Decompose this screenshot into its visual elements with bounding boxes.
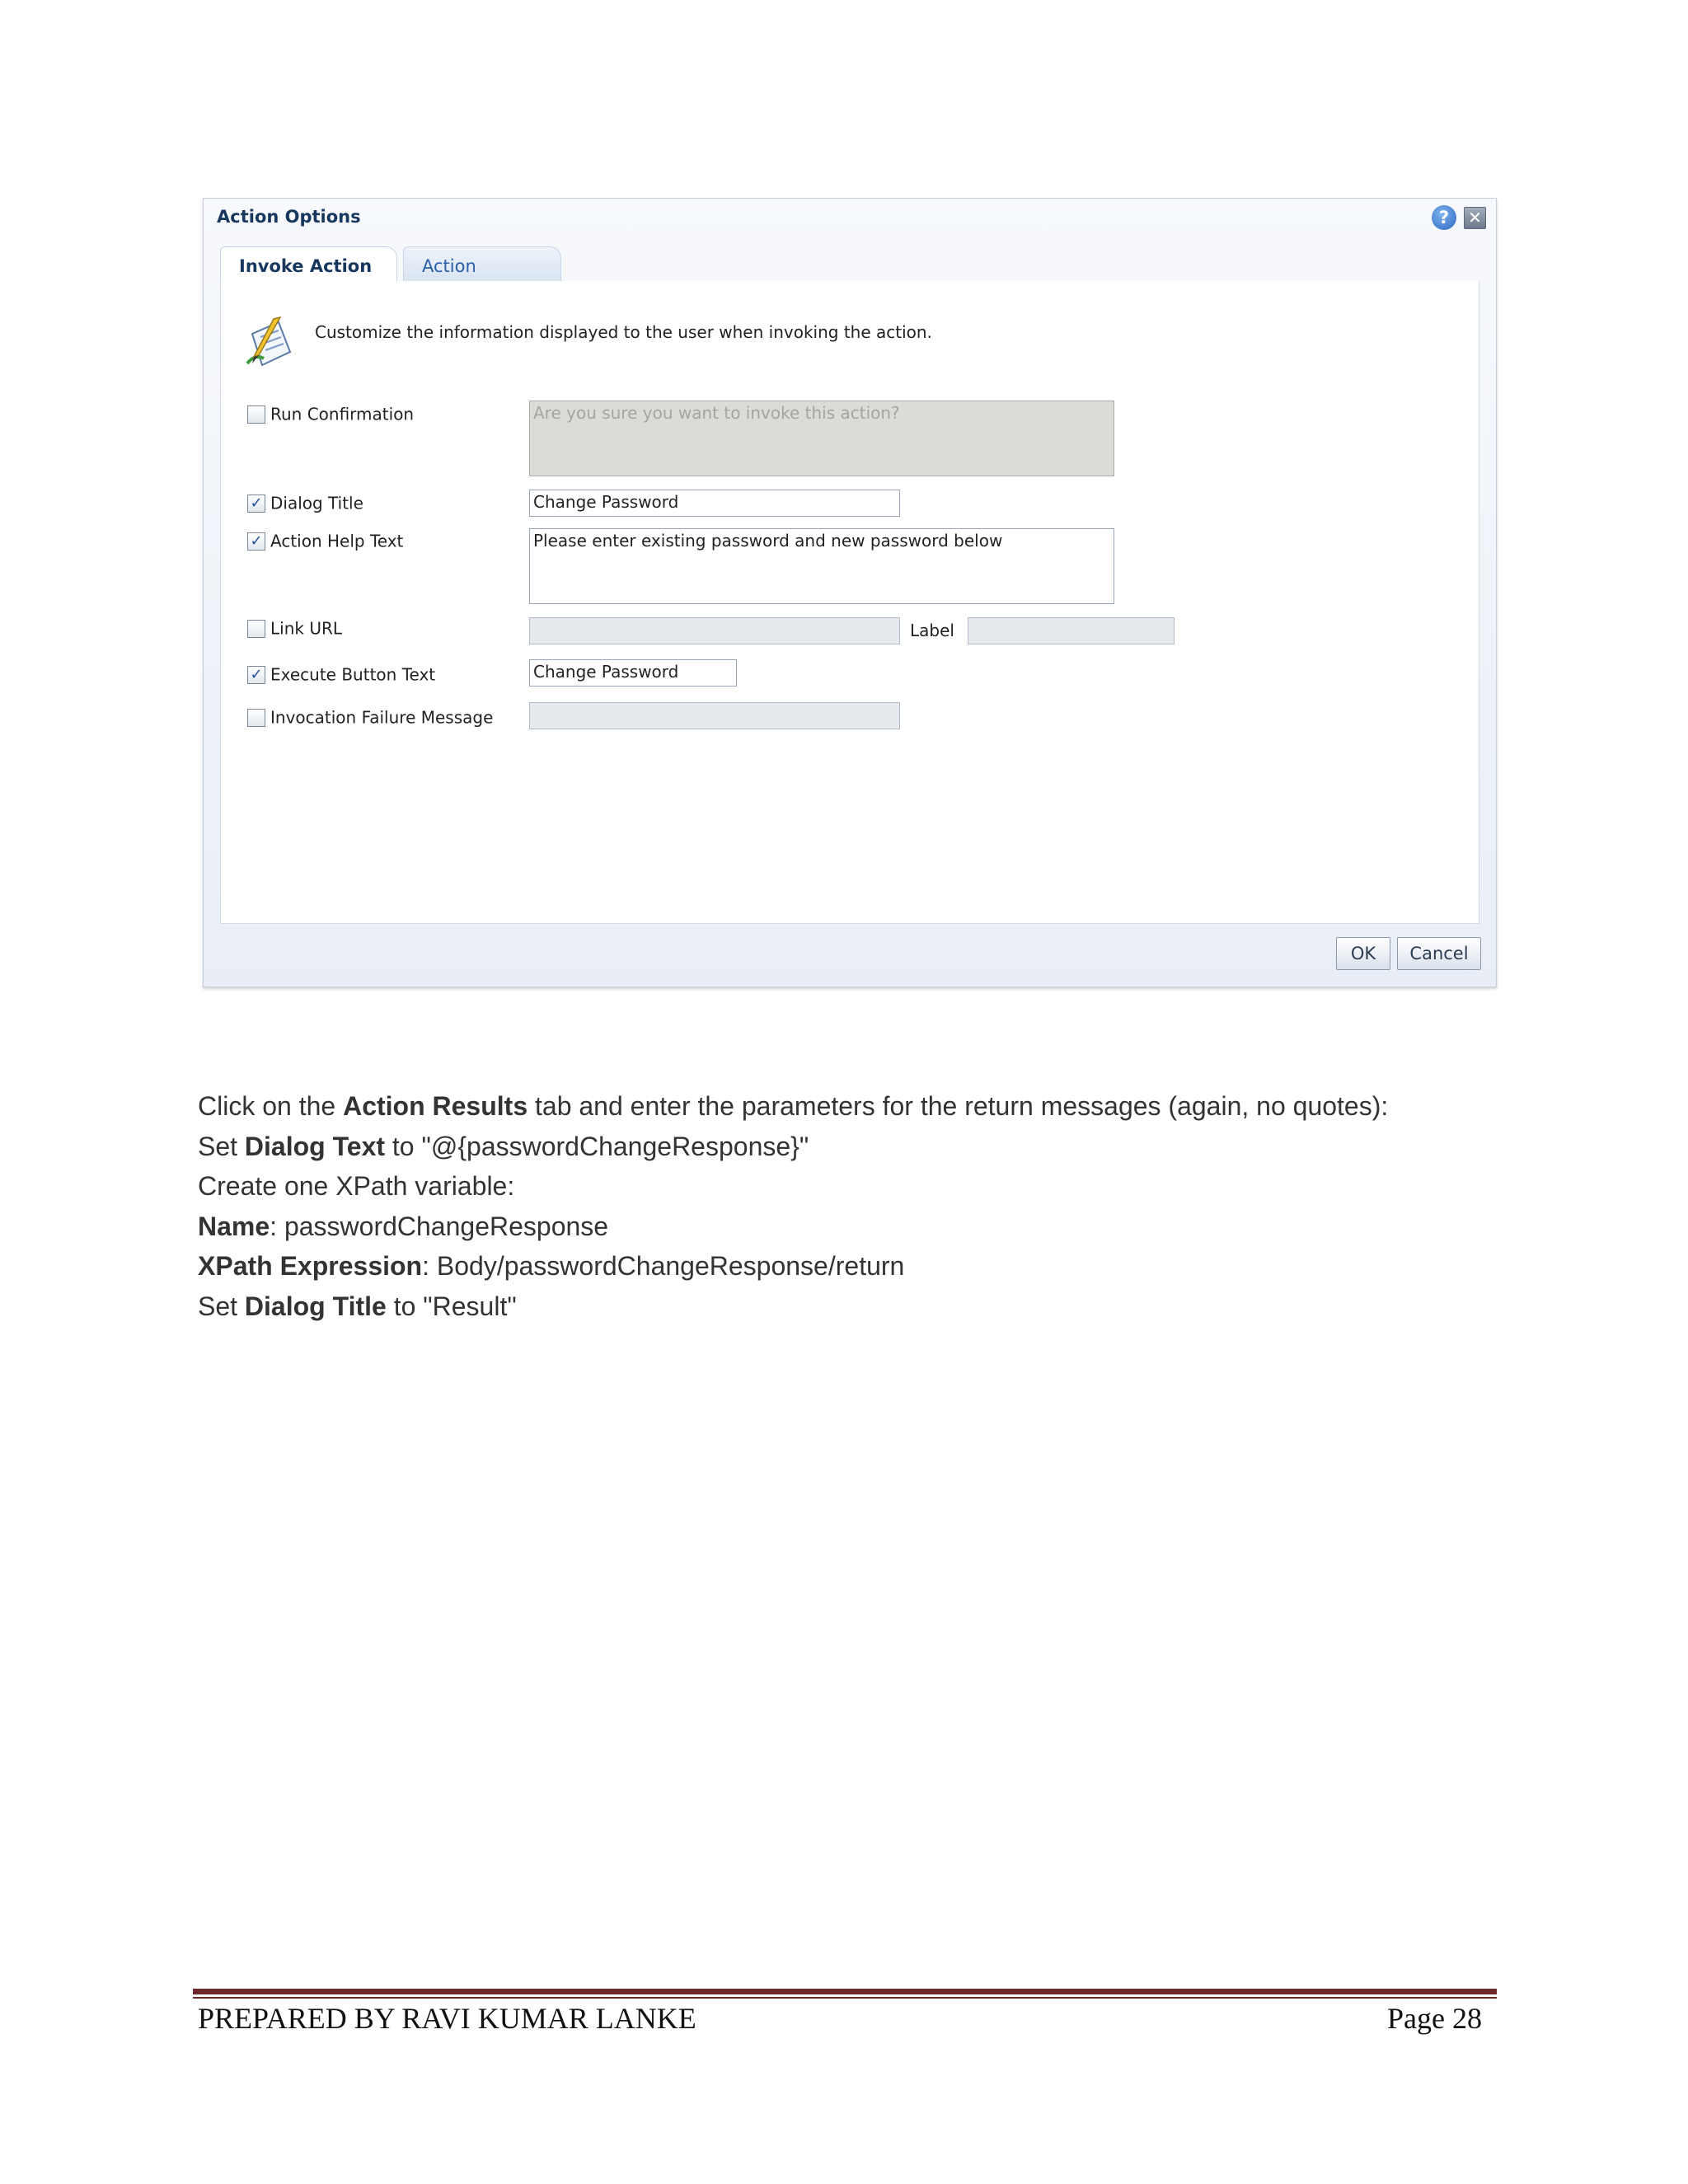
invoke-action-panel xyxy=(220,281,1479,924)
execute-button-text-label: Execute Button Text xyxy=(270,664,436,685)
run-confirmation-checkbox[interactable] xyxy=(247,405,265,424)
footer-author: PREPARED BY RAVI KUMAR LANKE xyxy=(198,2002,696,2035)
link-url-input[interactable] xyxy=(529,617,900,644)
instruction-line-3: Create one XPath variable: xyxy=(198,1171,515,1201)
cancel-button[interactable]: Cancel xyxy=(1397,937,1481,970)
link-url-row xyxy=(247,617,342,639)
execute-button-text-checkbox[interactable]: ✓ xyxy=(247,666,265,684)
execute-button-text-row xyxy=(247,663,435,685)
run-confirmation-row xyxy=(247,403,414,424)
dialog-title-row xyxy=(247,492,363,513)
invocation-failure-input[interactable] xyxy=(529,702,900,729)
tab-strip xyxy=(220,246,1479,283)
instructions xyxy=(198,1086,1517,1326)
invocation-failure-label: Invocation Failure Message xyxy=(270,707,494,728)
action-options-dialog xyxy=(203,198,1497,987)
link-label-caption: Label xyxy=(910,621,954,640)
tab-invoke-action[interactable]: Invoke Action xyxy=(220,246,397,283)
dialog-title-label: Dialog Title xyxy=(270,493,363,513)
instruction-line-6: Set Dialog Title to "Result" xyxy=(198,1291,517,1321)
run-confirmation-label: Run Confirmation xyxy=(270,404,415,424)
edit-document-icon xyxy=(241,316,298,373)
invocation-failure-checkbox[interactable] xyxy=(247,709,265,727)
instruction-line-2: Set Dialog Text to "@{passwordChangeResponse}" xyxy=(198,1131,809,1161)
instruction-line-4: Name: passwordChangeResponse xyxy=(198,1211,609,1241)
dialog-title-input[interactable]: Change Password xyxy=(529,490,900,517)
tab-action-results[interactable]: Action xyxy=(403,246,561,281)
link-url-checkbox[interactable] xyxy=(247,620,265,638)
info-text: Customize the information displayed to the user when invoking the action. xyxy=(315,322,932,342)
action-help-text-textarea[interactable]: Please enter existing password and new password below xyxy=(529,528,1114,604)
action-help-text-row xyxy=(247,530,403,551)
invocation-failure-row xyxy=(247,706,493,728)
ok-button[interactable]: OK xyxy=(1336,937,1390,970)
execute-button-text-input[interactable]: Change Password xyxy=(529,659,737,687)
action-help-text-checkbox[interactable]: ✓ xyxy=(247,532,265,551)
action-help-text-label: Action Help Text xyxy=(270,531,404,551)
link-label-input[interactable] xyxy=(968,617,1175,644)
help-icon[interactable]: ? xyxy=(1432,205,1456,230)
dialog-title-checkbox[interactable]: ✓ xyxy=(247,494,265,513)
dialog-title: Action Options xyxy=(217,207,361,227)
instruction-line-1: Click on the Action Results tab and enter the parameters for the return messages (again, no quotes): xyxy=(198,1091,1389,1121)
footer-rule-thin xyxy=(193,1997,1497,1999)
footer-page-number: Page 28 xyxy=(1387,2002,1482,2035)
footer-rule xyxy=(193,1989,1497,1994)
instruction-line-5: XPath Expression: Body/passwordChangeResponse/return xyxy=(198,1251,905,1281)
close-icon[interactable]: ✕ xyxy=(1464,207,1486,229)
link-url-label: Link URL xyxy=(270,618,342,639)
run-confirmation-textarea[interactable]: Are you sure you want to invoke this action? xyxy=(529,401,1114,476)
